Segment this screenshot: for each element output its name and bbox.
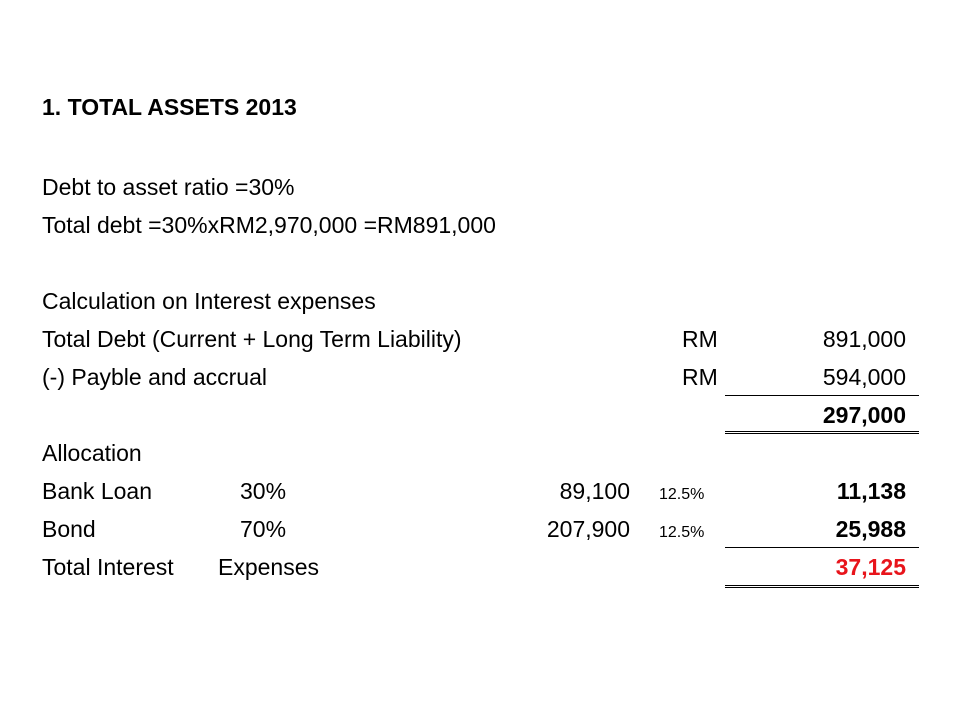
bank-loan-percent: 30% [240,478,287,504]
calculation-heading: Calculation on Interest expenses [42,288,376,314]
bond-interest: 25,988 [835,516,906,542]
net-debt-amount: 297,000 [822,402,906,428]
bank-loan-interest: 11,138 [836,478,906,504]
debt-ratio-line: Debt to asset ratio =30% [42,174,295,200]
payable-amount: 594,000 [822,364,906,390]
payable-label: (-) Payble and accrual [42,364,267,390]
total-debt-currency: RM [682,326,718,352]
bond-label: Bond [42,516,96,542]
net-debt-double-rule [725,431,919,434]
bond-rate: 12.5% [659,524,705,541]
interest-subtotal-rule [725,547,919,548]
total-debt-formula-line: Total debt =30%xRM2,970,000 =RM891,000 [42,212,496,238]
bond-percent: 70% [240,516,287,542]
payable-currency: RM [682,364,718,390]
total-interest-label: Total Interest [42,554,174,580]
allocation-heading: Allocation [42,440,142,466]
total-double-rule [725,585,919,588]
total-debt-label: Total Debt (Current + Long Term Liability) [42,326,462,352]
bank-loan-amount: 89,100 [559,478,630,504]
total-interest-label-expenses: Expenses [218,554,320,580]
bank-loan-rate: 12.5% [659,486,705,503]
subtotal-rule [725,395,919,396]
total-interest-amount: 37,125 [835,554,906,580]
bond-amount: 207,900 [546,516,630,542]
total-debt-amount: 891,000 [822,326,906,352]
slide-heading: 1. TOTAL ASSETS 2013 [42,94,297,120]
bank-loan-label: Bank Loan [42,478,152,504]
